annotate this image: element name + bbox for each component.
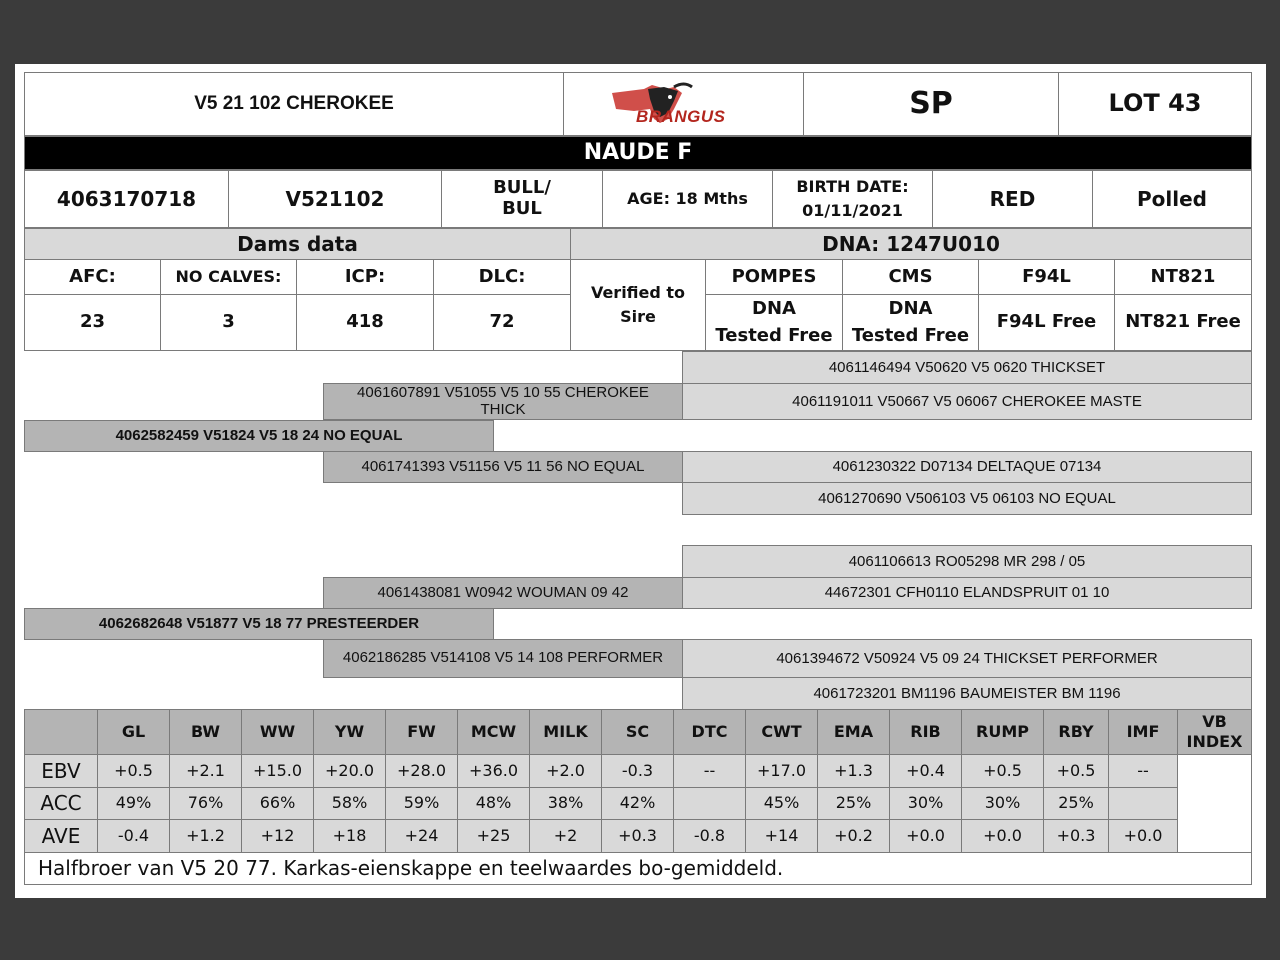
pedigree-dsd: 44672301 CFH0110 ELANDSPRUIT 01 10	[682, 577, 1252, 609]
nt821-value: NT821 Free	[1114, 294, 1252, 351]
acc-value-sc: 42%	[601, 787, 674, 820]
no-calves-header: NO CALVES:	[160, 259, 297, 295]
acc-value-gl: 49%	[97, 787, 170, 820]
ebv-header-fw: FW	[385, 709, 458, 755]
ebv-value-sc: -0.3	[601, 754, 674, 788]
ebv-header-imf: IMF	[1108, 709, 1178, 755]
ave-value-dtc: -0.8	[673, 819, 746, 853]
ebv-table	[24, 709, 1252, 853]
ebv-value-cwt: +17.0	[745, 754, 818, 788]
pedigree-ssd: 4061191011 V50667 V5 06067 CHEROKEE MASTE	[682, 383, 1252, 420]
ave-value-milk: +2	[529, 819, 602, 853]
icp-value: 418	[296, 294, 434, 351]
ebv-header-vb-index: VB INDEX	[1177, 709, 1252, 755]
no-calves-value: 3	[160, 294, 297, 351]
pompes-header: POMPES	[705, 259, 843, 295]
ebv-value-yw: +20.0	[313, 754, 386, 788]
ebv-header-rby: RBY	[1043, 709, 1109, 755]
ebv-header-dtc: DTC	[673, 709, 746, 755]
acc-value-fw: 59%	[385, 787, 458, 820]
pedigree-dam-sire: 4061438081 W0942 WOUMAN 09 42	[323, 577, 683, 609]
ebv-value-gl: +0.5	[97, 754, 170, 788]
ebv-header-cwt: CWT	[745, 709, 818, 755]
ebv-header-rib: RIB	[889, 709, 962, 755]
pedigree-dam: 4062682648 V51877 V5 18 77 PRESTEERDER	[24, 608, 494, 640]
dna-title: DNA: 1247U010	[570, 228, 1252, 260]
ebv-corner-cell	[24, 709, 98, 755]
ebv-header-mcw: MCW	[457, 709, 530, 755]
acc-value-mcw: 48%	[457, 787, 530, 820]
pedigree-dam-dam: 4062186285 V514108 V5 14 108 PERFORMER	[323, 639, 683, 678]
acc-value-rump: 30%	[961, 787, 1044, 820]
afc-value: 23	[24, 294, 161, 351]
ebv-value-fw: +28.0	[385, 754, 458, 788]
ebv-header-gl: GL	[97, 709, 170, 755]
breeder-name: NAUDE F	[24, 136, 1252, 170]
afc-header: AFC:	[24, 259, 161, 295]
animal-card	[15, 64, 1266, 898]
acc-row-label: ACC	[24, 787, 98, 820]
acc-value-imf	[1108, 787, 1178, 820]
acc-value-milk: 38%	[529, 787, 602, 820]
ave-value-rib: +0.0	[889, 819, 962, 853]
acc-value-ema: 25%	[817, 787, 890, 820]
ave-value-sc: +0.3	[601, 819, 674, 853]
pedigree-ddd: 4061723201 BM1196 BAUMEISTER BM 1196	[682, 677, 1252, 710]
ave-value-bw: +1.2	[169, 819, 242, 853]
cms-header: CMS	[842, 259, 979, 295]
acc-value-yw: 58%	[313, 787, 386, 820]
nt821-header: NT821	[1114, 259, 1252, 295]
f94l-value: F94L Free	[978, 294, 1115, 351]
grade-label: SP	[803, 72, 1059, 136]
f94l-header: F94L	[978, 259, 1115, 295]
acc-value-dtc	[673, 787, 746, 820]
ebv-value-rump: +0.5	[961, 754, 1044, 788]
verified-to-sire: Verified to Sire	[570, 259, 706, 351]
ebv-header-rump: RUMP	[961, 709, 1044, 755]
animal-name: V5 21 102 CHEROKEE	[24, 72, 564, 136]
ave-value-imf: +0.0	[1108, 819, 1178, 853]
acc-value-cwt: 45%	[745, 787, 818, 820]
registration-number: V521102	[228, 170, 442, 228]
birth-date: BIRTH DATE: 01/11/2021	[772, 170, 933, 228]
colour-label: RED	[932, 170, 1093, 228]
ave-value-ema: +0.2	[817, 819, 890, 853]
pedigree-sire-dam: 4061741393 V51156 V5 11 56 NO EQUAL	[323, 451, 683, 483]
lot-number: LOT 43	[1058, 72, 1252, 136]
ebv-value-mcw: +36.0	[457, 754, 530, 788]
ebv-value-imf: --	[1108, 754, 1178, 788]
ebv-header-milk: MILK	[529, 709, 602, 755]
ebv-value-dtc: --	[673, 754, 746, 788]
ebv-header-bw: BW	[169, 709, 242, 755]
animal-id: 4063170718	[24, 170, 229, 228]
dams-data-title: Dams data	[24, 228, 571, 260]
logo-text: BRANGUS	[636, 107, 726, 126]
comment-text: Halfbroer van V5 20 77. Karkas-eienskappe en teelwaardes bo-gemiddeld.	[24, 852, 1252, 885]
ebv-value-milk: +2.0	[529, 754, 602, 788]
sex-label: BULL/ BUL	[441, 170, 603, 228]
ebv-value-ema: +1.3	[817, 754, 890, 788]
vb-index-value	[1177, 754, 1252, 853]
ebv-value-rib: +0.4	[889, 754, 962, 788]
ebv-value-bw: +2.1	[169, 754, 242, 788]
ave-value-ww: +12	[241, 819, 314, 853]
ave-value-fw: +24	[385, 819, 458, 853]
ebv-header-ww: WW	[241, 709, 314, 755]
ebv-value-rby: +0.5	[1043, 754, 1109, 788]
pedigree-sds: 4061230322 D07134 DELTAQUE 07134	[682, 451, 1252, 483]
dlc-value: 72	[433, 294, 571, 351]
ave-value-mcw: +25	[457, 819, 530, 853]
ebv-header-yw: YW	[313, 709, 386, 755]
ave-value-rump: +0.0	[961, 819, 1044, 853]
ave-value-cwt: +14	[745, 819, 818, 853]
pedigree-sdd: 4061270690 V506103 V5 06103 NO EQUAL	[682, 482, 1252, 515]
ave-value-yw: +18	[313, 819, 386, 853]
dlc-header: DLC:	[433, 259, 571, 295]
horn-status: Polled	[1092, 170, 1252, 228]
icp-header: ICP:	[296, 259, 434, 295]
pedigree-dds: 4061394672 V50924 V5 09 24 THICKSET PERFORMER	[682, 639, 1252, 678]
pompes-value: DNA Tested Free	[705, 294, 843, 351]
acc-value-rby: 25%	[1043, 787, 1109, 820]
ebv-row-label: EBV	[24, 754, 98, 788]
ebv-value-ww: +15.0	[241, 754, 314, 788]
pedigree-sss: 4061146494 V50620 V5 0620 THICKSET	[682, 351, 1252, 384]
age-label: AGE: 18 Mths	[602, 170, 773, 228]
ave-row-label: AVE	[24, 819, 98, 853]
acc-value-bw: 76%	[169, 787, 242, 820]
pedigree-sire-sire: 4061607891 V51055 V5 10 55 CHEROKEE THICK	[323, 383, 683, 420]
pedigree-sire: 4062582459 V51824 V5 18 24 NO EQUAL	[24, 420, 494, 452]
pedigree-dss: 4061106613 RO05298 MR 298 / 05	[682, 545, 1252, 578]
ave-value-gl: -0.4	[97, 819, 170, 853]
ebv-header-sc: SC	[601, 709, 674, 755]
cms-value: DNA Tested Free	[842, 294, 979, 351]
ave-value-rby: +0.3	[1043, 819, 1109, 853]
acc-value-rib: 30%	[889, 787, 962, 820]
brangus-logo	[563, 72, 804, 136]
ebv-header-ema: EMA	[817, 709, 890, 755]
acc-value-ww: 66%	[241, 787, 314, 820]
